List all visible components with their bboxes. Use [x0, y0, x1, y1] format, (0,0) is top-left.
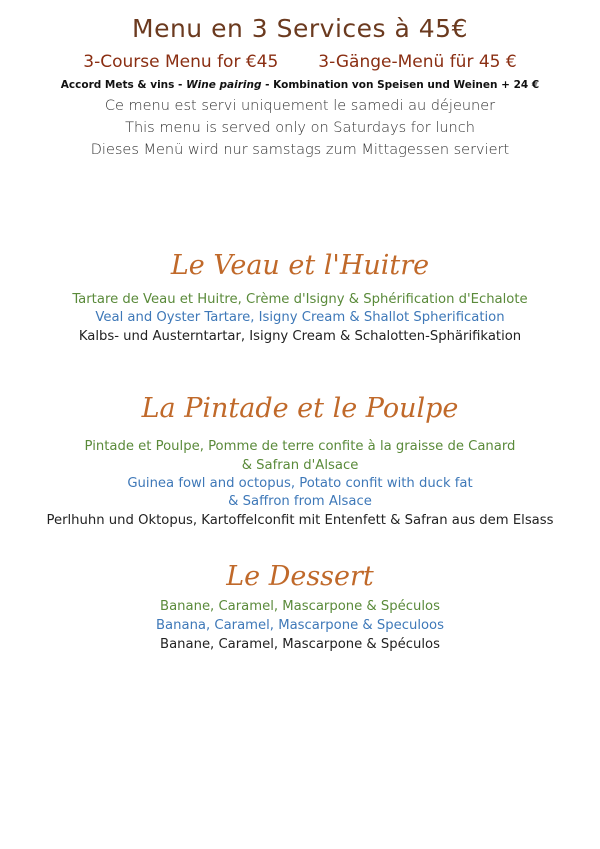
- main-french-line1: Pintade et Poulpe, Pomme de terre confite à la graisse de Canard: [84, 439, 516, 454]
- starter-french: Tartare de Veau et Huitre, Crème d'Isigny & Sphérification d'Echalote: [72, 292, 528, 307]
- menu-title: Menu en 3 Services à 45€: [132, 14, 468, 43]
- pairing-french: Accord Mets & vins -: [60, 79, 187, 91]
- pairing-english: Wine pairing: [186, 79, 262, 91]
- dessert-french: Banane, Caramel, Mascarpone & Spéculos: [160, 599, 440, 614]
- subtitle-english: 3-Course Menu for €45: [83, 52, 279, 72]
- main-english-line1: Guinea fowl and octopus, Potato confit with duck fat: [127, 476, 473, 491]
- dessert-german: Banane, Caramel, Mascarpone & Spéculos: [160, 637, 440, 652]
- pairing-german-price: - Kombination von Speisen und Weinen + 24 €: [261, 79, 540, 91]
- course-title-main: La Pintade et le Poulpe: [141, 393, 459, 424]
- main-english-line2: & Saffron from Alsace: [228, 494, 372, 509]
- availability-german: Dieses Menü wird nur samstags zum Mittagessen serviert: [90, 142, 510, 158]
- main-french-line2: & Safran d'Alsace: [241, 458, 359, 473]
- availability-english: This menu is served only on Saturdays for lunch: [125, 120, 475, 136]
- availability-french: Ce menu est servi uniquement le samedi au déjeuner: [104, 98, 496, 114]
- starter-german: Kalbs- und Austerntartar, Isigny Cream & Schalotten-Sphärifikation: [78, 329, 522, 344]
- subtitle-german: 3-Gänge-Menü für 45 €: [318, 52, 517, 72]
- wine-pairing-line: [0, 79, 600, 91]
- dessert-english: Banana, Caramel, Mascarpone & Speculoos: [156, 618, 444, 633]
- menu-subtitles: [0, 52, 600, 72]
- course-title-dessert: Le Dessert: [226, 561, 374, 592]
- main-german: Perlhuhn und Oktopus, Kartoffelconfit mit Entenfett & Safran aus dem Elsass: [46, 513, 554, 528]
- course-title-starter: Le Veau et l'Huitre: [170, 250, 430, 281]
- starter-english: Veal and Oyster Tartare, Isigny Cream & Shallot Spherification: [95, 310, 505, 325]
